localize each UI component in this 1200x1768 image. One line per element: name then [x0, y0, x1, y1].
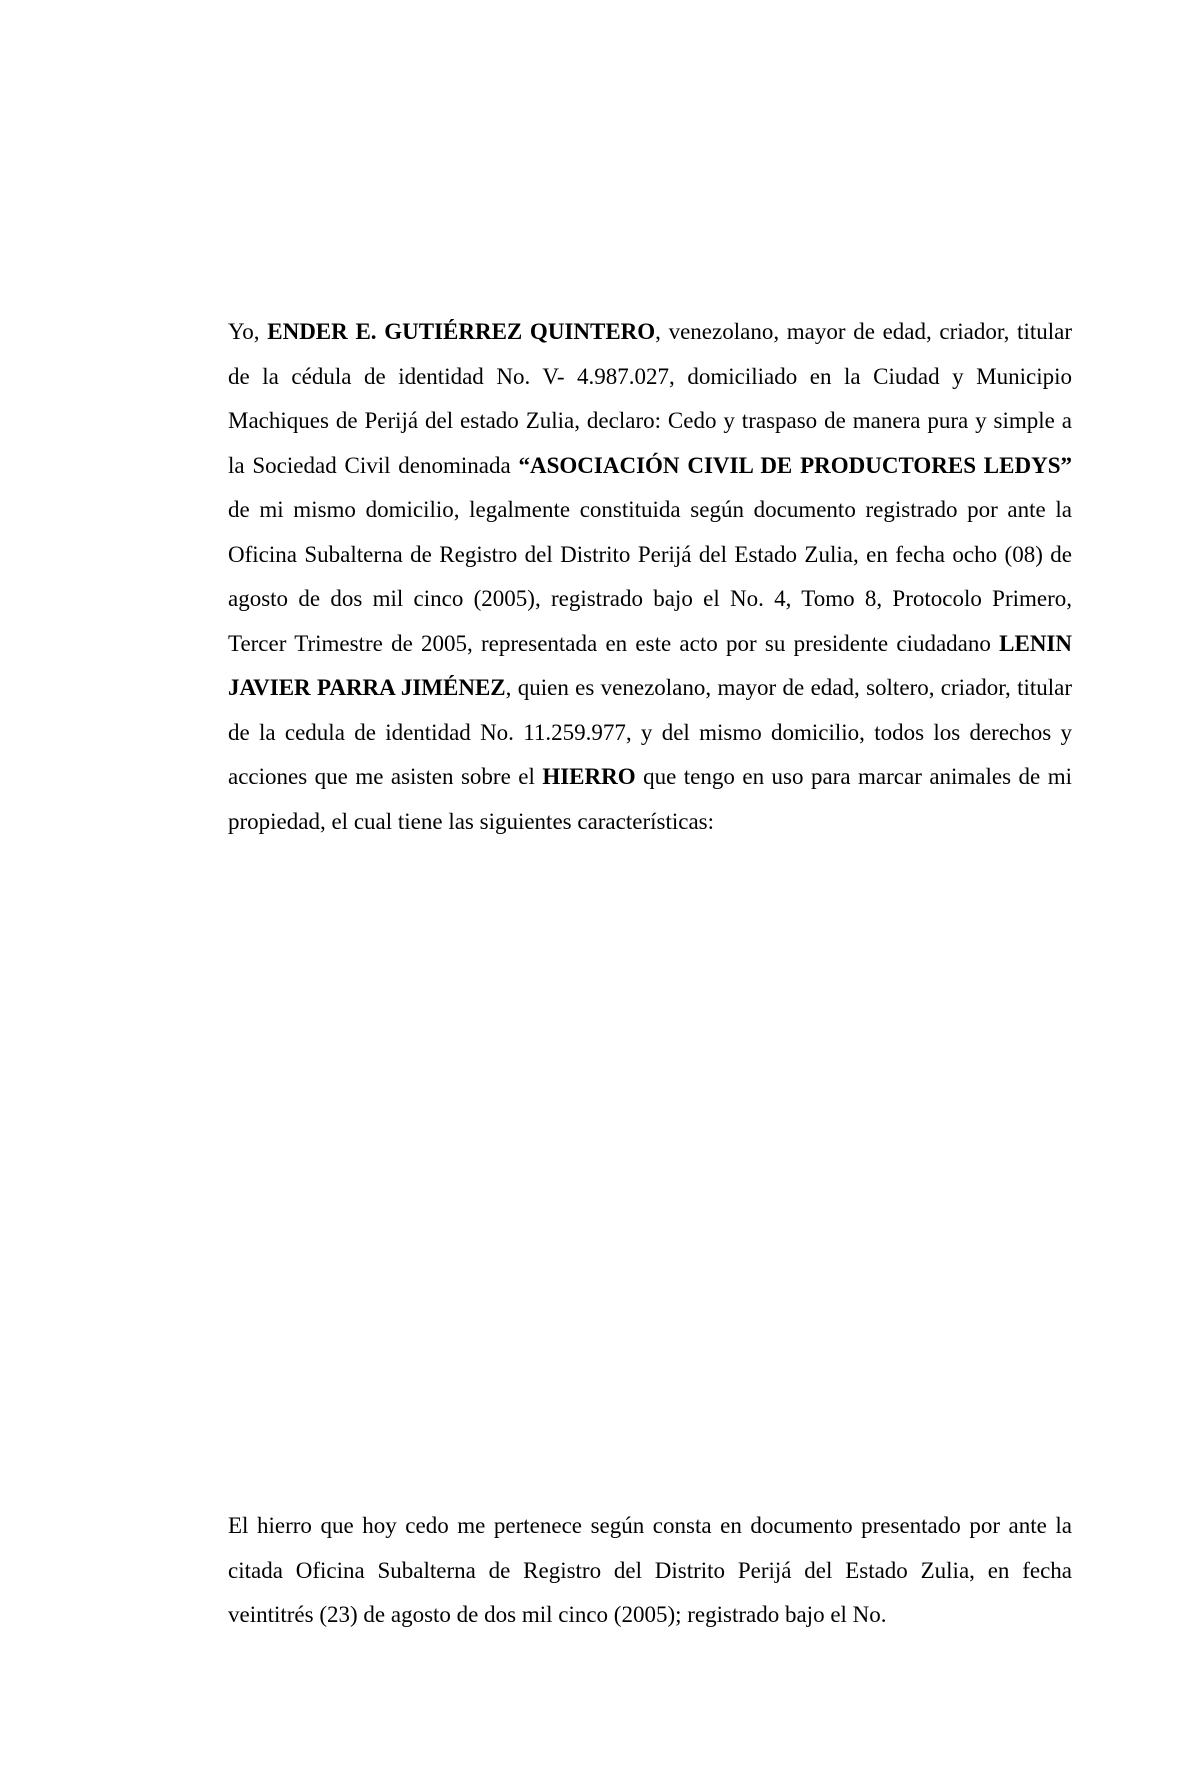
text-declarant-details: , venezolano, mayor de edad, criador, titular de la cédula de identidad No. V- 4.987.027, domiciliado en la Ciudad y Municipio Machiques de Perijá del estado Zulia, declaro: Cedo y traspaso de manera pura y simple a la Sociedad Civil denominada	[228, 319, 1072, 478]
declarant-name: ENDER E. GUTIÉRREZ QUINTERO	[267, 319, 656, 344]
text-characteristics: que tengo en uso para marcar animales de mi propiedad, el cual tiene las siguientes características:	[228, 764, 1072, 834]
text-association-details: de mi mismo domicilio, legalmente constituida según documento registrado por ante la Oficina Subalterna de Registro del Distrito Perijá del Estado Zulia, en fecha ocho (08) de agosto de dos mil cinco (2005), registrado bajo el No. 4, Tomo 8, Protocolo Primero, Tercer Trimestre de 2005, representada en este acto por su presidente ciudadano	[228, 497, 1072, 656]
association-name: “ASOCIACIÓN CIVIL DE PRODUCTORES LEDYS”	[518, 452, 1072, 478]
text-ownership: El hierro que hoy cedo me pertenece según consta en documento presentado por ante la citada Oficina Subalterna de Registro del Distrito Perijá del Estado Zulia, en fecha veintitrés (23) de agosto de dos mil cinco (2005); registrado bajo el No.	[228, 1513, 1072, 1627]
president-name: LENIN JAVIER PARRA JIMÉNEZ	[228, 630, 1072, 700]
text-intro: Yo,	[228, 319, 268, 344]
text-president-details: , quien es venezolano, mayor de edad, soltero, criador, titular de la cedula de identidad No. 11.259.977, y del mismo domicilio, todos los derechos y acciones que me asisten sobre el	[228, 675, 1072, 789]
paragraph-declaration	[228, 310, 1072, 844]
paragraph-ownership	[228, 1504, 1072, 1638]
hierro-term: HIERRO	[542, 764, 636, 789]
